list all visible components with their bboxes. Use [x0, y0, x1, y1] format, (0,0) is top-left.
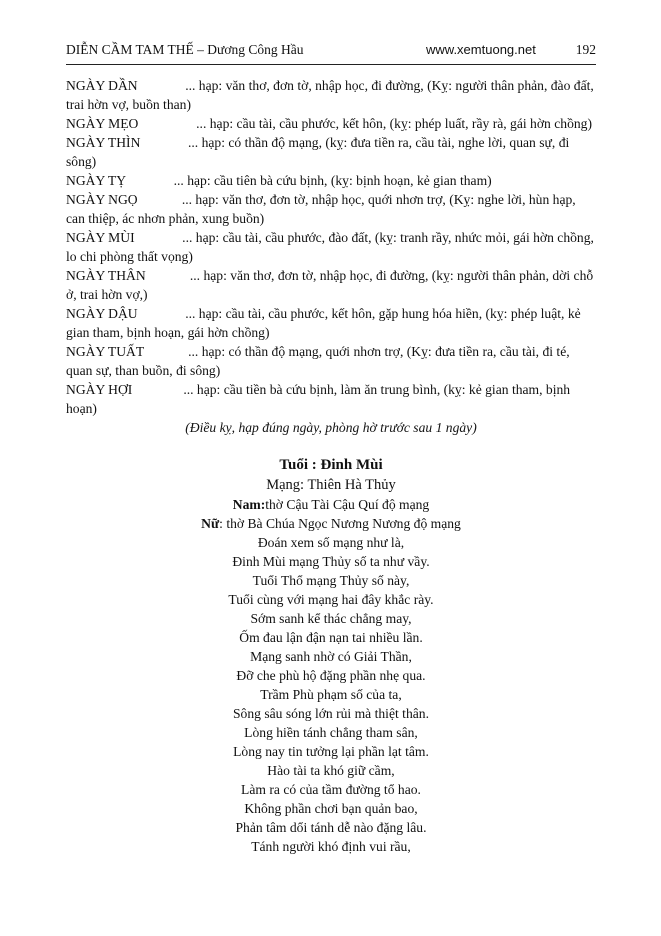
- day-entries: [66, 76, 596, 451]
- verse-line: Ốm đau lận đận nạn tai nhiều lần.: [239, 630, 423, 645]
- verse-line: Phản tâm dổi tánh dễ nào đặng lâu.: [235, 820, 427, 835]
- day-text: ... hạp: có thần độ mạng, quới nhơn trợ, (Kỵ: đưa tiền ra, cầu tài, đi té, quan sự, than buồn, đi sông): [66, 344, 570, 378]
- entry-dau: [66, 304, 596, 342]
- verse-line: Đinh Mùi mạng Thủy số ta như vầy.: [232, 554, 430, 569]
- poem-section: [66, 455, 596, 856]
- day-label: NGÀY TỴ: [66, 173, 127, 188]
- verse-line: Sông sâu sóng lớn rủi mà thiệt thân.: [233, 706, 429, 721]
- poem-title: Tuổi : Đinh Mùi: [279, 457, 383, 473]
- verse-line: Sớm sanh kể thác chẳng may,: [250, 611, 412, 626]
- entry-tuat: [66, 342, 596, 380]
- book-title: DIỄN CẦM TAM THẾ – Dương Công Hầu: [66, 42, 304, 57]
- note-caption: (Điều kỵ, hạp đúng ngày, phòng hờ trước sau 1 ngày): [185, 420, 477, 435]
- entry-mui: [66, 228, 596, 266]
- verse-line: Mạng sanh nhờ có Giải Thần,: [250, 649, 412, 664]
- worship-male: Nam:thờ Cậu Tài Cậu Quí độ mạng: [232, 497, 430, 512]
- entry-ty: [66, 171, 596, 190]
- verse-line: Tuổi Thổ mạng Thủy số này,: [252, 573, 410, 588]
- entry-meo: [66, 114, 596, 133]
- day-label: NGÀY NGỌ: [66, 192, 138, 207]
- verse-line: Đoán xem số mạng như là,: [257, 535, 405, 550]
- entry-hoi: [66, 380, 596, 418]
- entry-ngo: [66, 190, 596, 228]
- verse-line: Lòng nay tin tưởng lại phần lạt tâm.: [233, 744, 429, 759]
- verse-line: Đỡ che phù hộ đặng phần nhẹ qua.: [236, 668, 426, 683]
- day-label: NGÀY TUẤT: [66, 344, 144, 359]
- day-label: NGÀY MẸO: [66, 116, 139, 131]
- day-label: NGÀY THÌN: [66, 135, 141, 150]
- verse-line: Trầm Phù phạm số của ta,: [260, 687, 402, 702]
- page-header: [66, 42, 596, 65]
- day-label: NGÀY HỢI: [66, 382, 133, 397]
- website-url[interactable]: www.xemtuong.net: [426, 42, 536, 57]
- day-text: ... hạp: văn thơ, đơn tờ, nhập học, đi đường, (kỵ: người thân phản, dời chỗ ở, trai hờn vợ,): [66, 268, 594, 302]
- entry-dan: [66, 76, 596, 114]
- verse-line: Không phần chơi bạn quản bao,: [244, 801, 418, 816]
- day-label: NGÀY MÙI: [66, 230, 135, 245]
- day-text: ... hạp: có thần độ mạng, (kỵ: đưa tiền ra, cầu tài, nghe lời, quan sự, đi sông): [66, 135, 570, 169]
- day-text: ... hạp: cầu tiền bà cứu bịnh, làm ăn trung bình, (kỵ: kẻ gian tham, bịnh hoạn): [66, 382, 571, 416]
- entry-thin: [66, 133, 596, 171]
- entry-than: [66, 266, 596, 304]
- day-text: ... hạp: văn thơ, đơn tờ, nhập học, quới nhơn trợ, (Kỵ: nghe lời, hùn hạp, can thiệp, ác nhơn phản, xung buồn): [66, 192, 576, 226]
- verse-line: Tuổi cùng với mạng hai đây khắc rày.: [228, 592, 434, 607]
- day-text: ... hạp: cầu tiên bà cứu bịnh, (kỵ: bịnh hoạn, kẻ gian tham): [173, 173, 492, 188]
- day-text: ... hạp: cầu tài, cầu phước, đào đất, (kỵ: tranh rầy, nhức mỏi, gái hờn chồng, lo chi phòng thất vọng): [66, 230, 594, 264]
- day-label: NGÀY THÂN: [66, 268, 146, 283]
- day-label: NGÀY DẬU: [66, 306, 138, 321]
- day-label: NGÀY DẦN: [66, 78, 138, 93]
- verse-line: Lòng hiền tánh chẳng tham sân,: [244, 725, 418, 740]
- day-text: ... hạp: cầu tài, cầu phước, kết hôn, gặp hung hóa hiền, (kỵ: phép luật, kẻ gian tham, bịnh hoạn, gái hờn chồng): [66, 306, 581, 340]
- worship-female: Nữ: thờ Bà Chúa Ngọc Nương Nương độ mạng: [201, 516, 461, 531]
- day-text: ... hạp: văn thơ, đơn tờ, nhập học, đi đường, (Kỵ: người thân phản, đào đất, trai hờn vợ, buồn than): [66, 78, 594, 112]
- day-text: ... hạp: cầu tài, cầu phước, kết hôn, (kỵ: phép luất, rầy rà, gái hờn chồng): [196, 116, 592, 131]
- verse-line: Tánh người khó định vui rầu,: [251, 839, 411, 854]
- poem-subtitle: Mạng: Thiên Hà Thủy: [266, 477, 396, 493]
- page-number: 192: [575, 42, 596, 57]
- verse-line: Hào tài ta khó giữ cầm,: [267, 763, 395, 778]
- verse-line: Làm ra có của tầm đường tổ hao.: [241, 782, 421, 797]
